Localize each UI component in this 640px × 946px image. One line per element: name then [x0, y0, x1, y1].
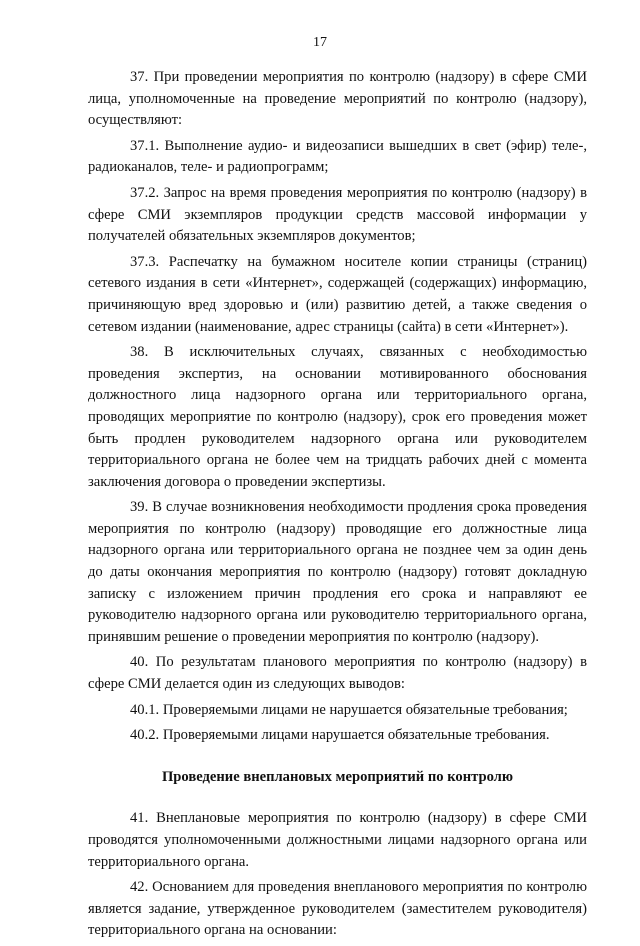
page-number: 17 — [313, 35, 327, 50]
paragraph-37: 37. При проведении мероприятия по контролю (надзору) в сфере СМИ лица, уполномоченные на проведение мероприятий по контролю (надзору), осуществляют: — [88, 69, 587, 129]
paragraph-40-1: 40.1. Проверяемыми лицами не нарушается обязательные требования; — [130, 701, 568, 718]
paragraph-37-1: 37.1. Выполнение аудио- и видеозаписи вышедших в свет (эфир) теле-, радиоканалов, теле- и радиопрограмм; — [88, 137, 587, 176]
paragraph-42: 42. Основанием для проведения внепланового мероприятия по контролю является задание, утвержденное руководителем (заместителем руководителя) территориального органа на основании: — [88, 879, 587, 939]
paragraph-40: 40. По результатам планового мероприятия по контролю (надзору) в сфере СМИ делается один из следующих выводов: — [88, 654, 587, 693]
paragraph-40-2: 40.2. Проверяемыми лицами нарушается обязательные требования. — [130, 727, 550, 744]
paragraph-38: 38. В исключительных случаях, связанных с необходимостью проведения экспертиз, на основании мотивированного обоснования должностного лица надзорного органа или территориального органа, проводящих мероприятие по контролю (надзору), срок его проведения может быть продлен руководителем надзорного органа или руководителем территориального органа не более чем на тридцать рабочих дней с момента заключения договора о проведении экспертизы. — [88, 344, 587, 490]
paragraph-39: 39. В случае возникновения необходимости продления срока проведения мероприятия по контролю (надзору) проводящие его должностные лица надзорного органа или территориального органа не позднее чем за один день до даты окончания мероприятия по контролю (надзору) готовят докладную записку с изложением причин продления его срока и направляют ее руководителю надзорного органа или руководителю территориального органа, принявшим решение о проведении мероприятия по контролю (надзору). — [88, 499, 587, 645]
paragraph-37-3: 37.3. Распечатку на бумажном носителе копии страницы (страниц) сетевого издания в сети «Интернет», содержащей (содержащих) информацию, причиняющую вред здоровью и (или) развитию детей, а также сведения о сетевом издании (наименование, адрес страницы (сайта) в сети «Интернет»). — [88, 253, 587, 335]
paragraph-37-2: 37.2. Запрос на время проведения мероприятия по контролю (надзору) в сфере СМИ экземпляров продукции средств массовой информации у получателей обязательных экземпляров документов; — [88, 184, 587, 245]
paragraph-41: 41. Внеплановые мероприятия по контролю (надзору) в сфере СМИ проводятся уполномоченными должностными лицами надзорного органа или территориального органа. — [88, 810, 587, 870]
section-heading: Проведение внеплановых мероприятий по контролю — [161, 768, 514, 785]
document-body — [88, 67, 587, 946]
